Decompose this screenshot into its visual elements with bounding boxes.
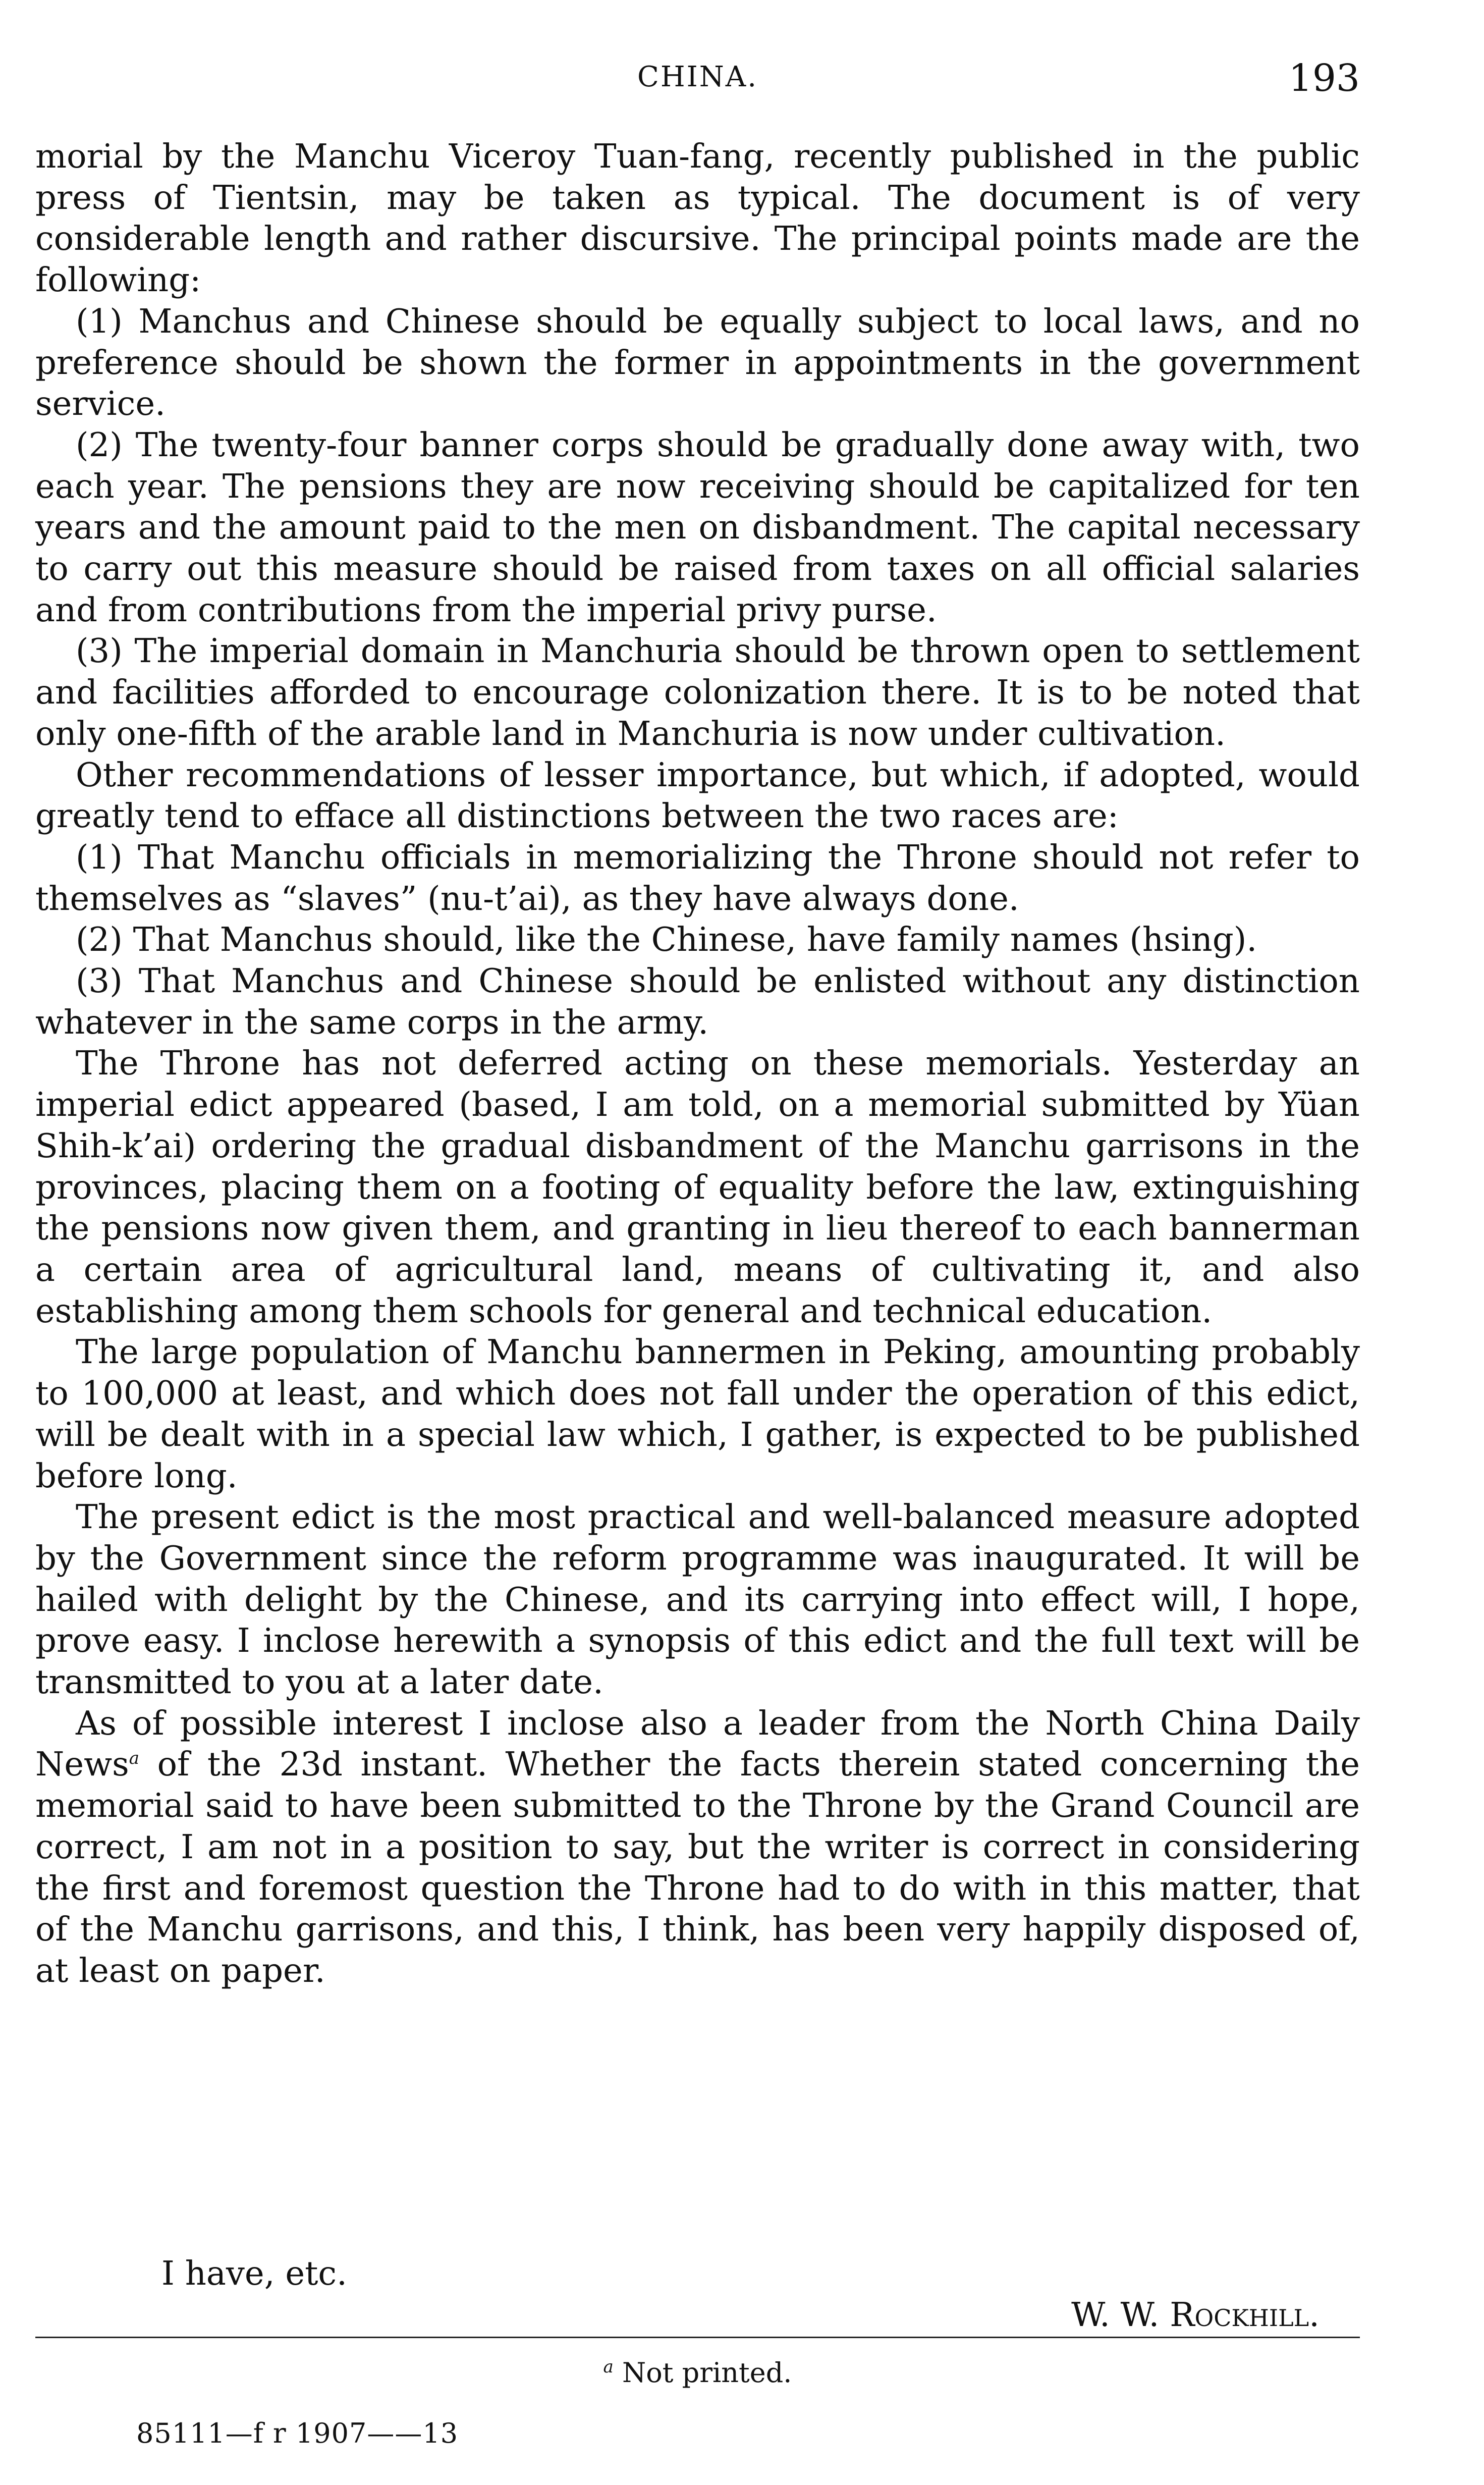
signature bbox=[35, 2295, 1360, 2336]
paragraph: The Throne has not deferred acting on these memorials. Yesterday an imperial edict appeared (based, I am told, on a memorial submitted by Yüan Shih-k’ai) ordering the gradual disbandment of the Manchu garrisons in the provinces, placing them on a footing of equality before the law, extinguishing the pensions now given them, and granting in lieu thereof to each bannerman a certain area of agricultural land, means of cultivating it, and also establishing among them schools for general and technical education. bbox=[35, 1044, 1360, 1330]
signature-surname: Rockhill. bbox=[1170, 2295, 1320, 2334]
paragraph: (3) That Manchus and Chinese should be enlisted without any distinction whatever in the same corps in the army. bbox=[35, 962, 1360, 1042]
running-title: CHINA. bbox=[637, 61, 758, 93]
paragraph: (2) That Manchus should, like the Chinese, have family names (hsing). bbox=[76, 921, 1257, 959]
paragraph: morial by the Manchu Viceroy Tuan-fang, recently published in the public press of Tientsin, may be taken as typical. The document is of very considerable length and rather discursive. The principal points made are the following: bbox=[35, 137, 1360, 300]
footnote bbox=[35, 2357, 1360, 2389]
running-head bbox=[35, 57, 1360, 101]
salutation: I have, etc. bbox=[161, 2254, 347, 2293]
signature-initials: W. W. bbox=[1071, 2295, 1170, 2334]
paragraph: The present edict is the most practical and well-balanced measure adopted by the Government since the reform programme was inaugurated. It will be hailed with delight by the Chinese, and its carrying into effect will, I hope, prove easy. I inclose herewith a synopsis of this edict and the full text will be transmitted to you at a later date. bbox=[35, 1498, 1360, 1702]
body-text bbox=[35, 136, 1360, 1992]
page-number: 193 bbox=[1288, 57, 1360, 100]
paragraph: (1) Manchus and Chinese should be equally subject to local laws, and no preference should be shown the former in appointments in the government service. bbox=[35, 302, 1360, 423]
paragraph-with-footnote-ref bbox=[35, 1703, 1360, 1992]
footnote-mark: a bbox=[603, 2357, 614, 2377]
paragraph: (1) That Manchu officials in memorializing the Throne should not refer to themselves as “slaves” (nu-t’ai), as they have always done. bbox=[35, 838, 1360, 918]
paragraph-text: of the 23d instant. Whether the facts therein stated concerning the memorial said to have been submitted to the Throne by the Grand Council are correct, I am not in a position to say, but the writer is correct in considering the first and foremost question the Throne had to do with in this matter, that of the Manchu garrisons, and this, I think, has been very happily disposed of, at least on paper. bbox=[35, 1745, 1360, 1990]
footnote-rule bbox=[35, 2337, 1360, 2338]
paragraph: (2) The twenty-four banner corps should be gradually done away with, two each year. The pensions they are now receiving should be capitalized for ten years and the amount paid to the men on disbandment. The capital necessary to carry out this measure should be raised from taxes on all official salaries and from contributions from the imperial privy purse. bbox=[35, 425, 1360, 629]
footnote-reference: a bbox=[129, 1748, 140, 1769]
footnote-text: Not printed. bbox=[622, 2357, 792, 2389]
paragraph-text: As of possible interest I inclose also a leader from the North China Daily News bbox=[35, 1704, 1360, 1784]
paragraph: Other recommendations of lesser importance, but which, if adopted, would greatly tend to efface all distinctions between the two races are: bbox=[35, 755, 1360, 836]
paragraph: (3) The imperial domain in Manchuria should be thrown open to settlement and facilities afforded to encourage colonization there. It is to be noted that only one-fifth of the arable land in Manchuria is now under cultivation. bbox=[35, 632, 1360, 753]
letter-closing bbox=[35, 2253, 1360, 2336]
paragraph: The large population of Manchu bannermen in Peking, amounting probably to 100,000 at least, and which does not fall under the operation of this edict, will be dealt with in a special law which, I gather, is expected to be published before long. bbox=[35, 1333, 1360, 1495]
printer-imprint: 85111—f r 1907——13 bbox=[136, 2417, 459, 2449]
